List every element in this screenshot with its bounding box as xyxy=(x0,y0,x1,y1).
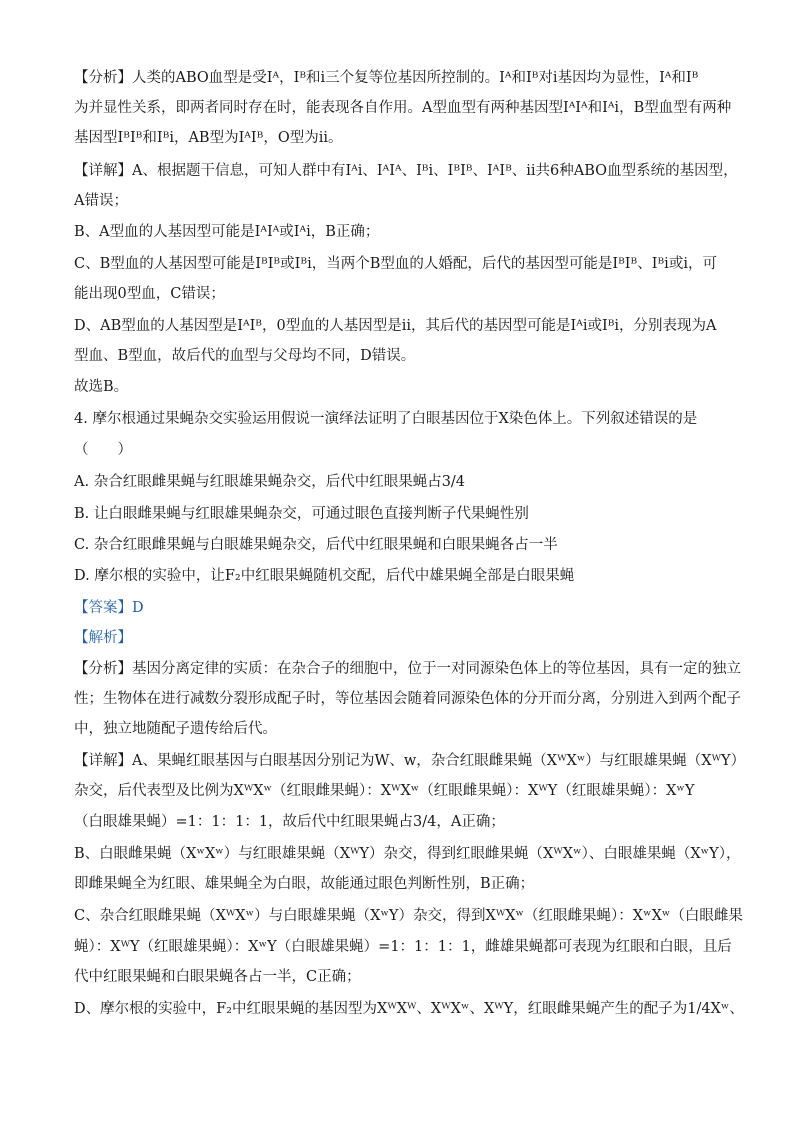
text-line: （白眼雄果蝇）=1：1：1：1，故后代中红眼果蝇占3/4，A正确； xyxy=(74,814,505,830)
text-line: A. 杂合红眼雌果蝇与红眼雄果蝇杂交，后代中红眼果蝇占3/4 xyxy=(74,474,466,490)
text-line: C、杂合红眼雌果蝇（XᵂXʷ）与白眼雄果蝇（XʷY）杂交，得到XᵂXʷ（红眼雌果蝇）：XʷXʷ（白眼雌果 xyxy=(74,908,743,924)
text-line: B、白眼雌果蝇（XʷXʷ）与红眼雄果蝇（XᵂY）杂交，得到红眼雌果蝇（XᵂXʷ）、白眼雄果蝇（XʷY）， xyxy=(74,846,741,862)
text-line: 即雌果蝇全为红眼、雄果蝇全为白眼，故能通过眼色判断性别，B正确； xyxy=(74,876,535,892)
text-line: D. 摩尔根的实验中，让F₂中红眼果蝇随机交配，后代中雄果蝇全部是白眼果蝇 xyxy=(74,568,575,584)
text-line: 中，独立地随配子遗传给后代。 xyxy=(74,721,277,737)
text-line: 【详解】A、根据题干信息，可知人群中有Iᴬi、IᴬIᴬ、Iᴮi、IᴮIᴮ、IᴬIᴮ、ii共6种ABO血型系统的基因型， xyxy=(74,163,738,179)
text-line: C. 杂合红眼雌果蝇与白眼雄果蝇杂交，后代中红眼果蝇和白眼果蝇各占一半 xyxy=(74,537,558,553)
text-line: 杂交，后代表型及比例为XᵂXʷ（红眼雌果蝇）：XᵂXʷ（红眼雌果蝇）：XᵂY（红眼雄果蝇）：XʷY xyxy=(74,783,695,799)
text-line: 蝇）：XᵂY（红眼雄果蝇）：XʷY（白眼雄果蝇）=1：1：1：1，雌雄果蝇都可表现为红眼和白眼，且后 xyxy=(74,939,732,955)
text-line: A错误； xyxy=(74,193,128,209)
text-line: 【分析】人类的ABO血型是受Iᴬ，Iᴮ和i三个复等位基因所控制的。Iᴬ和Iᴮ对i基因均为显性，Iᴬ和Iᴮ xyxy=(74,70,699,86)
text-line: B、A型血的人基因型可能是IᴬIᴬ或Iᴬi，B正确； xyxy=(74,224,380,240)
text-line: 【详解】A、果蝇红眼基因与白眼基因分别记为W、w，杂合红眼雌果蝇（XᵂXʷ）与红眼雄果蝇（XᵂY） xyxy=(74,753,746,769)
text-line: （ ） xyxy=(74,442,132,458)
text-line: 【答案】D xyxy=(74,600,144,616)
text-line: 【分析】基因分离定律的实质：在杂合子的细胞中，位于一对同源染色体上的等位基因，具有一定的独立 xyxy=(74,661,741,677)
text-line: 【解析】 xyxy=(74,630,132,646)
text-line: 4. 摩尔根通过果蝇杂交实验运用假说一演绎法证明了白眼基因位于X染色体上。下列叙述错误的是 xyxy=(74,411,698,427)
text-line: 故选B。 xyxy=(74,379,129,395)
text-line: D、摩尔根的实验中，F₂中红眼果蝇的基因型为XᵂXᵂ、XᵂXʷ、XᵂY，红眼雌果蝇产生的配子为1/4Xʷ、 xyxy=(74,1001,744,1017)
text-line: D、AB型血的人基因型是IᴬIᴮ，0型血的人基因型是ii，其后代的基因型可能是Iᴬi或Iᴮi，分别表现为A xyxy=(74,318,717,334)
text-line: 型血、B型血，故后代的血型与父母均不同，D错误。 xyxy=(74,348,416,364)
text-line: 代中红眼果蝇和白眼果蝇各占一半，C正确； xyxy=(74,969,361,985)
text-line: B. 让白眼雌果蝇与红眼雄果蝇杂交，可通过眼色直接判断子代果蝇性别 xyxy=(74,506,529,522)
text-line: 为并显性关系，即两者同时存在时，能表现各自作用。A型血型有两种基因型IᴬIᴬ和Iᴬi，B型血型有两种 xyxy=(74,100,732,116)
text-line: 能出现0型血，C错误； xyxy=(74,286,225,302)
text-line: C、B型血的人基因型可能是IᴮIᴮ或Iᴮi，当两个B型血的人婚配，后代的基因型可能是IᴮIᴮ、Iᴮi或i，可 xyxy=(74,256,717,272)
text-line: 基因型IᴮIᴮ和Iᴮi，AB型为IᴬIᴮ，O型为ii。 xyxy=(74,130,343,146)
text-line: 性；生物体在进行减数分裂形成配子时，等位基因会随着同源染色体的分开而分离，分别进入到两个配子 xyxy=(74,691,741,707)
